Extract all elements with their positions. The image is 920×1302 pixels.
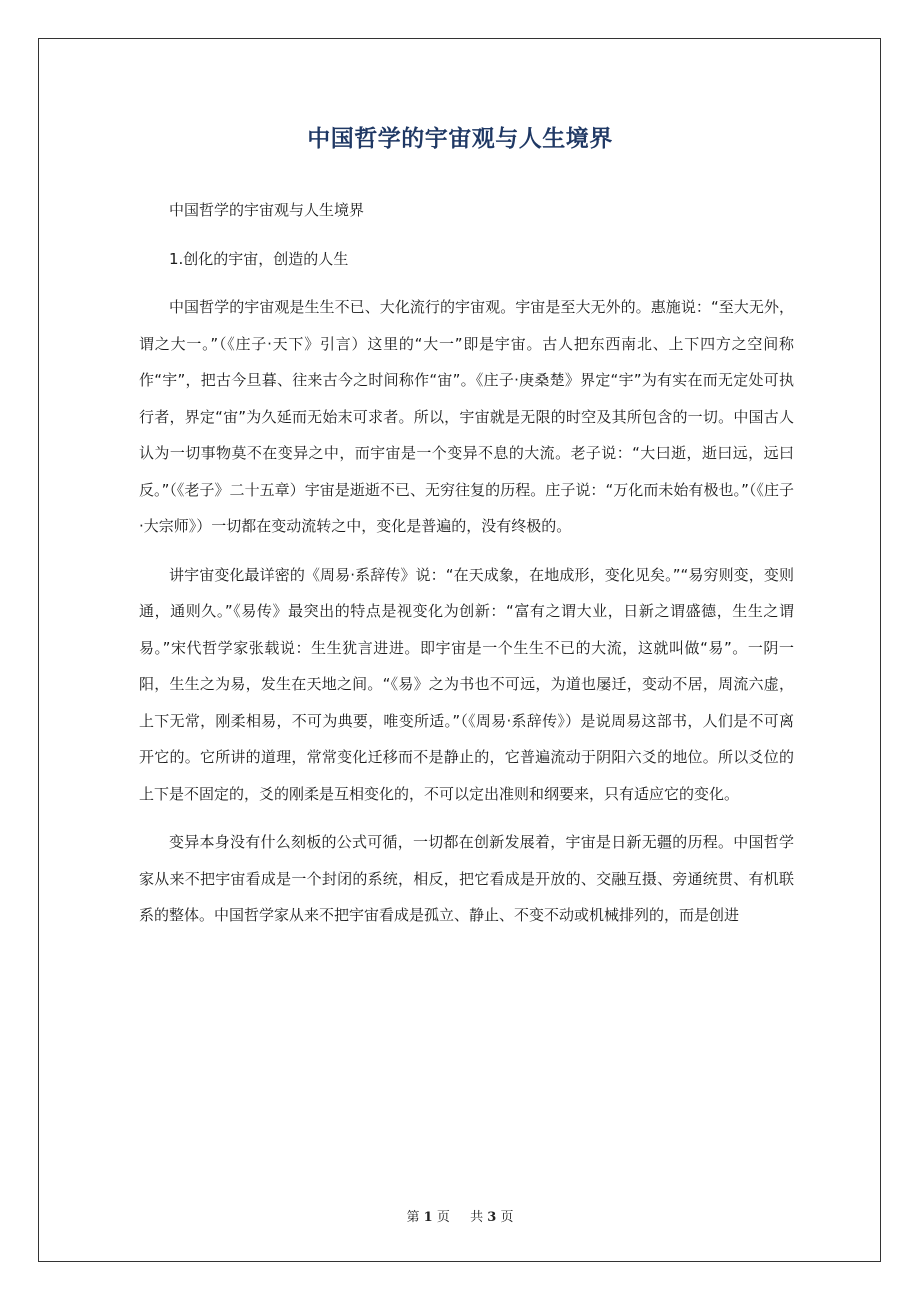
paragraph-section-heading: 1.创化的宇宙，创造的人生 — [169, 249, 349, 268]
page-prefix: 第 — [406, 1210, 420, 1225]
paragraph: 讲宇宙变化最详密的《周易·系辞传》说：“在天成象，在地成形，变化见矣。”“易穷则变，变则通，通则久。”《易传》最突出的特点是视变化为创新：“富有之谓大业，日新之谓盛德，生生之谓易。”宋代哲学家张载说：生生犹言进进。即宇宙是一个生生不已的大流，这就叫做“易”。一阴一阳，生生之为易，发生在天地之间。“《易》之为书也不可远，为道也屡迁，变动不居，周流六虚，上下无常，刚柔相易，不可为典要，唯变所适。”（《周易·系辞传》）是说周易这部书，人们是不可离开它的。它所讲的道理，常常变化迁移而不是静止的，它普遍流动于阴阳六爻的地位。所以爻位的上下是不固定的，爻的刚柔是互相变化的，不可以定出准则和纲要来，只有适应它的变化。 — [139, 565, 794, 803]
paragraph: 中国哲学的宇宙观是生生不已、大化流行的宇宙观。宇宙是至大无外的。惠施说：“至大无外，谓之大一。”（《庄子·天下》引言）这里的“大一”即是宇宙。古人把东西南北、上下四方之空间称作“宇”，把古今旦暮、往来古今之时间称作“宙”。《庄子·庚桑楚》界定“宇”为有实在而无定处可执行者，界定“宙”为久延而无始末可求者。所以，宇宙就是无限的时空及其所包含的一切。中国古人认为一切事物莫不在变异之中，而宇宙是一个变异不息的大流。老子说：“大曰逝，逝曰远，远曰反。”（《老子》二十五章）宇宙是逝逝不已、无穷往复的历程。庄子说：“万化而未始有极也。”（《庄子·大宗师》）一切都在变动流转之中，变化是普遍的，没有终极的。 — [139, 298, 794, 535]
page-unit: 页 — [436, 1210, 450, 1225]
current-page-number: 1 — [423, 1210, 433, 1225]
document-title: 中国哲学的宇宙观与人生境界 — [307, 126, 613, 152]
paragraph: 变异本身没有什么刻板的公式可循，一切都在创新发展着，宇宙是日新无疆的历程。中国哲学家从来不把宇宙看成是一个封闭的系统，相反，把它看成是开放的、交融互摄、旁通统贯、有机联系的整体。中国哲学家从来不把宇宙看成是孤立、静止、不变不动或机械排列的，而是创进 — [139, 833, 794, 924]
document-body — [139, 192, 794, 946]
total-unit: 页 — [500, 1210, 514, 1225]
page-footer — [0, 1206, 920, 1225]
total-prefix: 共 — [470, 1210, 484, 1225]
paragraph-subtitle: 中国哲学的宇宙观与人生境界 — [169, 201, 365, 219]
total-page-count: 3 — [487, 1210, 497, 1225]
